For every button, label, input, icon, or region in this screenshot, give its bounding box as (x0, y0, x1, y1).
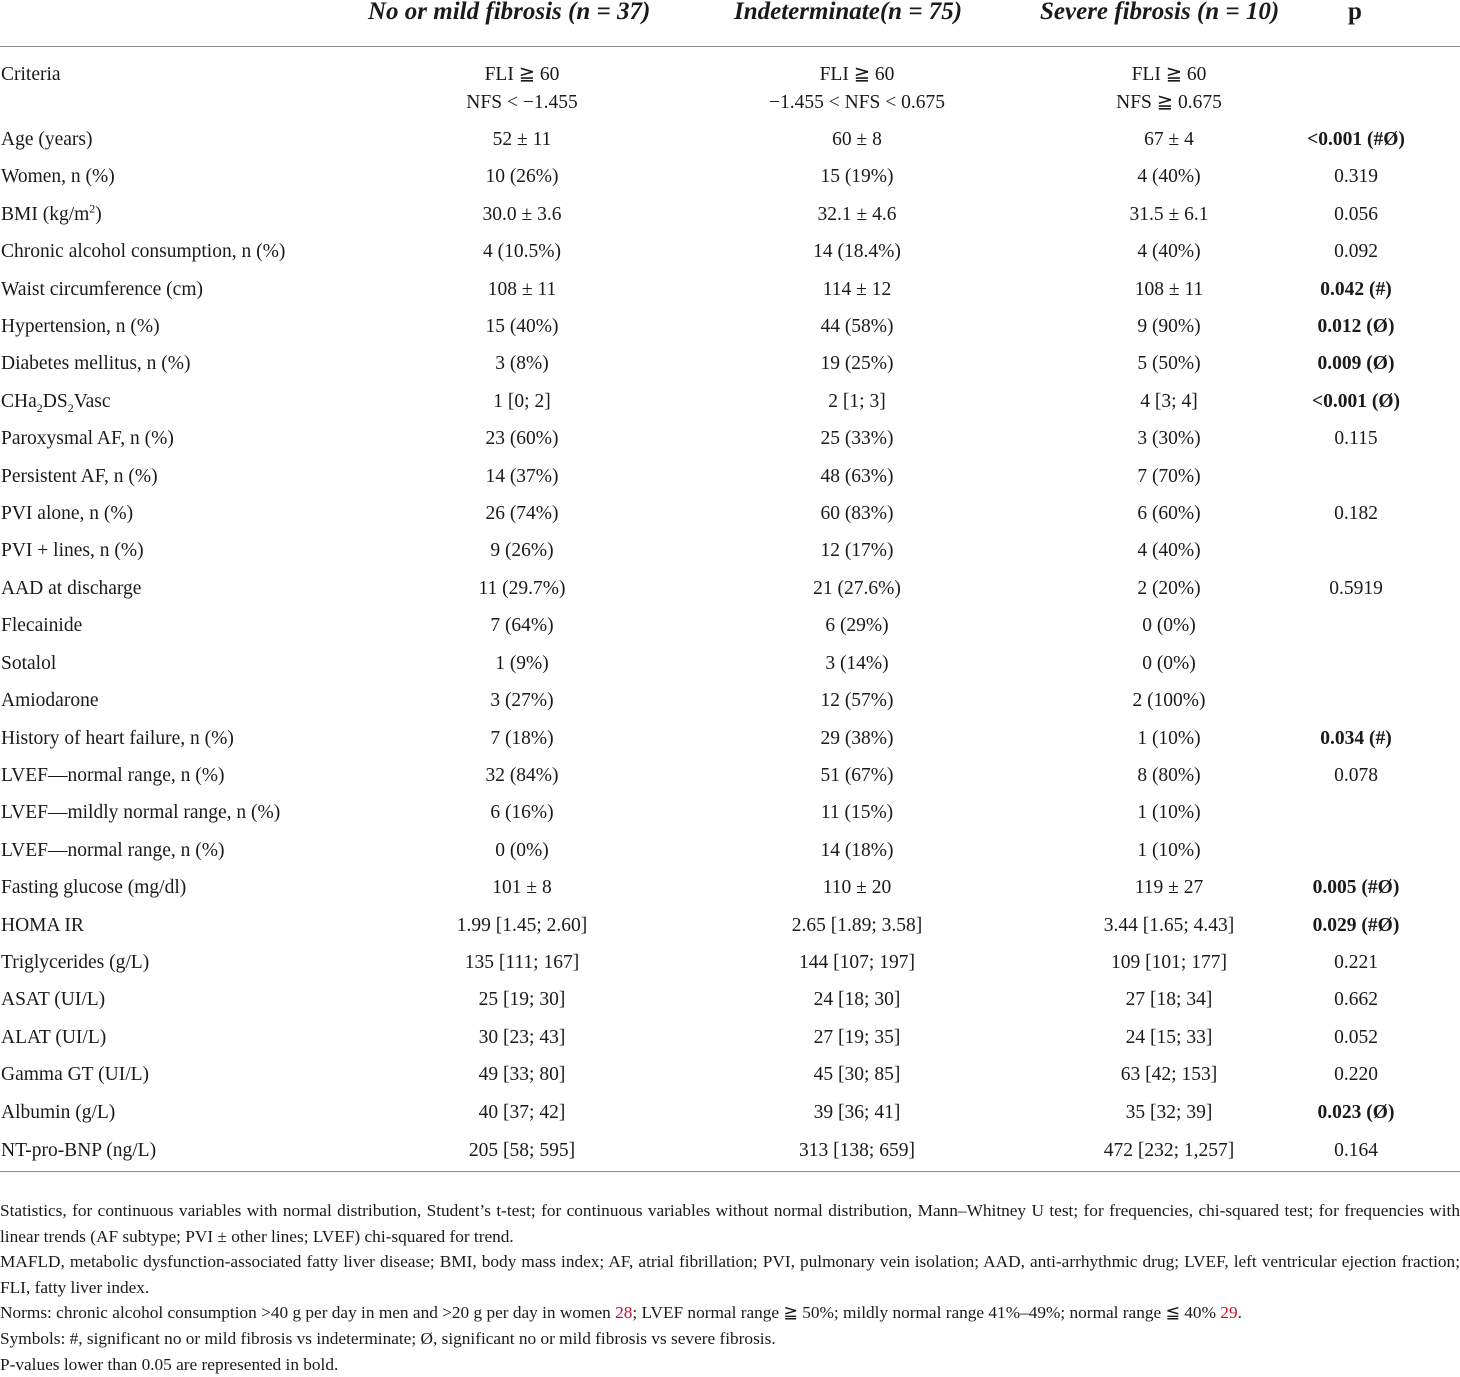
cell-p-value: 0.220 (1334, 1064, 1378, 1086)
row-label: PVI alone, n (%) (1, 503, 134, 525)
cell-severe-fibrosis: 35 [32; 39] (1125, 1101, 1213, 1123)
cell-indeterminate: 6 (29%) (825, 615, 889, 637)
cell-severe-fibrosis: 1 (10%) (1137, 727, 1201, 749)
cell-p-value: 0.029 (#Ø) (1312, 914, 1400, 936)
cell-no-mild-fibrosis: 3 (27%) (490, 690, 554, 712)
table-row (0, 495, 1460, 532)
cell-no-mild-fibrosis: 49 [33; 80] (478, 1064, 566, 1086)
row-label: Flecainide (1, 615, 83, 637)
cell-indeterminate: 19 (25%) (820, 353, 894, 375)
cell-no-mild-fibrosis: 135 [111; 167] (464, 951, 580, 973)
cell-indeterminate: 25 (33%) (820, 428, 894, 450)
cell-severe-fibrosis: 119 ± 27 (1134, 877, 1204, 899)
cell-severe-fibrosis: 1 (10%) (1137, 802, 1201, 824)
cell-no-mild-fibrosis: 7 (64%) (490, 615, 554, 637)
cell-severe-fibrosis: 472 [232; 1,257] (1088, 1131, 1250, 1172)
cell-no-mild-fibrosis: 52 ± 11 (492, 129, 552, 150)
cell-indeterminate: 51 (67%) (820, 764, 894, 786)
table-row (0, 308, 1460, 345)
cell-p-value: 0.056 (1334, 203, 1378, 225)
row-label: Chronic alcohol consumption, n (%) (1, 241, 286, 263)
table-footnotes (0, 1198, 1460, 1377)
cell-no-mild-fibrosis: 30 [23; 43] (478, 1026, 566, 1048)
cell-no-mild-fibrosis: 9 (26%) (490, 540, 554, 562)
criteria-indeterminate: FLI ≧ 60 −1.455 < NFS < 0.675 (768, 64, 945, 113)
reference-link-28[interactable]: 28 (615, 1303, 633, 1323)
cell-no-mild-fibrosis: 11 (29.7%) (478, 577, 566, 599)
table-row (0, 720, 1460, 757)
cell-severe-fibrosis: 5 (50%) (1137, 353, 1201, 375)
cell-indeterminate: 11 (15%) (820, 802, 894, 824)
cell-no-mild-fibrosis: 26 (74%) (485, 503, 559, 525)
row-label: AAD at discharge (1, 577, 142, 599)
cell-indeterminate: 27 [19; 35] (813, 1026, 901, 1048)
cell-no-mild-fibrosis: 101 ± 8 (492, 877, 552, 899)
cell-severe-fibrosis: 108 ± 11 (1134, 278, 1204, 300)
cell-no-mild-fibrosis: 7 (18%) (490, 727, 554, 749)
table-row (0, 532, 1460, 569)
cell-p-value: 0.078 (1334, 764, 1378, 786)
cell-p-value: 0.5919 (1329, 577, 1383, 599)
cell-p-value (1250, 794, 1460, 831)
cell-severe-fibrosis: 7 (70%) (1137, 465, 1201, 487)
cell-indeterminate: 12 (57%) (820, 690, 894, 712)
cell-p-value: <0.001 (#Ø) (1307, 129, 1405, 150)
cell-indeterminate: 110 ± 20 (822, 877, 892, 899)
table-row (0, 233, 1460, 270)
cell-indeterminate: 60 (83%) (820, 503, 894, 525)
table-row (0, 832, 1460, 869)
table-row (0, 869, 1460, 906)
cell-no-mild-fibrosis: 108 ± 11 (487, 278, 557, 300)
table-row (0, 1019, 1460, 1056)
row-label: Triglycerides (g/L) (1, 951, 150, 973)
cell-no-mild-fibrosis: 0 (0%) (495, 839, 549, 861)
row-label: Fasting glucose (mg/dl) (1, 877, 187, 899)
cell-p-value: 0.034 (#) (1320, 727, 1392, 749)
cell-indeterminate: 29 (38%) (820, 727, 894, 749)
cell-p-value: 0.662 (1334, 989, 1378, 1011)
cell-indeterminate: 2 [1; 3] (828, 390, 886, 412)
criteria-severe: FLI ≧ 60 NFS ≧ 0.675 (1116, 64, 1222, 113)
row-label: BMI $(kg/m^2)$ (1, 201, 102, 225)
cell-no-mild-fibrosis: 15 (40%) (485, 316, 559, 338)
cell-indeterminate: 14 (18.4%) (813, 241, 901, 263)
header-severe-fibrosis: Severe fibrosis (n = 10) (1088, 0, 1250, 47)
row-label: Waist circumference (cm) (1, 278, 203, 300)
cell-severe-fibrosis: 3.44 [1.65; 4.43] (1103, 914, 1235, 936)
bold-note: P-values lower than 0.05 are represented in bold. (0, 1354, 339, 1374)
cell-severe-fibrosis: 4 [3; 4] (1140, 390, 1198, 412)
table-row (0, 607, 1460, 644)
cell-severe-fibrosis: 63 [42; 153] (1120, 1064, 1218, 1086)
cell-no-mild-fibrosis: 14 (37%) (485, 465, 559, 487)
abbreviations-note: MAFLD, metabolic dysfunction-associated fatty liver disease; BMI, body mass index; AF, atrial fibrillation; PVI, pulmonary vein isolation; AAD, anti-arrhythmic drug; LVEF, left ventricular ejection fraction; FLI, fatty liver index. (0, 1252, 1460, 1297)
row-label: LVEF—normal range, n (%) (1, 764, 225, 786)
table-row (0, 158, 1460, 195)
cell-severe-fibrosis: 0 (0%) (1142, 652, 1196, 674)
cell-indeterminate: 2.65 [1.89; 3.58] (791, 914, 923, 936)
table-row (0, 682, 1460, 719)
row-label: Hypertension, n (%) (1, 316, 160, 338)
cell-p-value (1250, 832, 1460, 869)
statistics-note: Statistics, for continuous variables with normal distribution, Student’s t-test; for continuous variables without normal distribution, Mann–Whitney U test; for frequencies, chi-squared test; for frequencies with linear trends (AF subtype; PVI ± other lines; LVEF) chi-squared for trend. (0, 1201, 1460, 1246)
cell-indeterminate: 39 [36; 41] (813, 1101, 901, 1123)
cell-indeterminate: 15 (19%) (820, 166, 894, 188)
cell-p-value: <0.001 (Ø) (1311, 390, 1401, 412)
row-label: Gamma GT (UI/L) (1, 1064, 150, 1086)
table-row (0, 345, 1460, 382)
cell-p-value (1250, 532, 1460, 569)
cell-severe-fibrosis: 1 (10%) (1137, 839, 1201, 861)
row-label: Diabetes mellitus, n (%) (1, 353, 191, 375)
criteria-p (1250, 47, 1460, 122)
row-label: LVEF—normal range, n (%) (1, 839, 225, 861)
cell-no-mild-fibrosis: 205 [58; 595] (418, 1131, 626, 1172)
cell-severe-fibrosis: 4 (40%) (1137, 166, 1201, 188)
table-row (0, 907, 1460, 944)
table-row (0, 420, 1460, 457)
cell-indeterminate: 32.1 ± 4.6 (817, 203, 897, 225)
cell-p-value: 0.182 (1334, 503, 1378, 525)
cell-no-mild-fibrosis: 25 [19; 30] (478, 989, 566, 1011)
table-row (0, 944, 1460, 981)
table-row (0, 383, 1460, 420)
header-label-column (0, 0, 418, 47)
cell-indeterminate: 144 [107; 197] (799, 951, 915, 973)
criteria-no-mild: FLI ≧ 60 NFS < −1.455 (466, 64, 578, 113)
cell-indeterminate: 14 (18%) (820, 839, 894, 861)
row-label: Paroxysmal AF, n (%) (1, 428, 174, 450)
cell-severe-fibrosis: 9 (90%) (1137, 316, 1201, 338)
cell-severe-fibrosis: 31.5 ± 6.1 (1129, 203, 1209, 225)
criteria-row (0, 47, 1460, 122)
row-label: Age (years) (1, 129, 93, 150)
cell-p-value (1250, 645, 1460, 682)
row-label: ASAT (UI/L) (1, 989, 106, 1011)
cell-severe-fibrosis: 109 [101; 177] (1111, 951, 1227, 973)
cell-no-mild-fibrosis: 1 (9%) (495, 652, 549, 674)
cell-no-mild-fibrosis: 4 (10.5%) (483, 241, 561, 263)
row-label: Albumin (g/L) (1, 1101, 116, 1123)
cell-p-value: 0.023 (Ø) (1317, 1101, 1395, 1123)
cell-severe-fibrosis: 67 ± 4 (1144, 129, 1194, 150)
cell-p-value: 0.092 (1334, 241, 1378, 263)
row-label: NT-pro-BNP (ng/L) (0, 1131, 418, 1172)
cell-severe-fibrosis: 4 (40%) (1137, 540, 1201, 562)
cell-p-value: 0.009 (Ø) (1317, 353, 1395, 375)
cell-p-value: 0.052 (1334, 1026, 1378, 1048)
cell-no-mild-fibrosis: 10 (26%) (485, 166, 559, 188)
header-p-value: p (1250, 0, 1460, 47)
table-row (0, 570, 1460, 607)
cell-no-mild-fibrosis: 23 (60%) (485, 428, 559, 450)
header-indeterminate: Indeterminate(n = 75) (626, 0, 1088, 47)
cell-indeterminate: 3 (14%) (825, 652, 889, 674)
cell-severe-fibrosis: 0 (0%) (1142, 615, 1196, 637)
cell-severe-fibrosis: 3 (30%) (1137, 428, 1201, 450)
row-label: Women, n (%) (1, 166, 115, 188)
row-label: History of heart failure, n (%) (1, 727, 234, 749)
cell-no-mild-fibrosis: 40 [37; 42] (478, 1101, 566, 1123)
cell-indeterminate: 114 ± 12 (822, 278, 892, 300)
cell-no-mild-fibrosis: 32 (84%) (485, 764, 559, 786)
table-row (0, 271, 1460, 308)
row-label: Sotalol (1, 652, 57, 674)
table-row (0, 1094, 1460, 1131)
cell-p-value (1250, 607, 1460, 644)
cell-no-mild-fibrosis: 30.0 ± 3.6 (482, 203, 562, 225)
cell-indeterminate: 12 (17%) (820, 540, 894, 562)
row-label: ALAT (UI/L) (1, 1026, 107, 1048)
table-row (0, 196, 1460, 233)
table-row (0, 458, 1460, 495)
cell-severe-fibrosis: 2 (100%) (1132, 690, 1206, 712)
cell-indeterminate: 48 (63%) (820, 465, 894, 487)
cell-p-value: 0.221 (1334, 951, 1378, 973)
cell-indeterminate: 45 [30; 85] (813, 1064, 901, 1086)
symbols-note: Symbols: #, significant no or mild fibrosis vs indeterminate; Ø, significant no or mild fibrosis vs severe fibrosis. (0, 1328, 776, 1348)
table-row (0, 121, 1460, 158)
cell-indeterminate: 21 (27.6%) (813, 577, 901, 599)
cell-p-value: 0.042 (#) (1320, 278, 1392, 300)
cell-severe-fibrosis: 27 [18; 34] (1125, 989, 1213, 1011)
cell-indeterminate: 44 (58%) (820, 316, 894, 338)
cell-severe-fibrosis: 8 (80%) (1137, 764, 1201, 786)
cell-p-value (1250, 682, 1460, 719)
table-row (0, 757, 1460, 794)
cell-indeterminate: 24 [18; 30] (813, 989, 901, 1011)
cell-severe-fibrosis: 24 [15; 33] (1125, 1026, 1213, 1048)
row-label: HOMA IR (1, 914, 84, 936)
norms-note: Norms: chronic alcohol consumption >40 g per day in men and >20 g per day in women 28; LVEF normal range ≧ 50%; mildly normal range 41%–49%; normal range ≦ 40% 29. (0, 1303, 1242, 1323)
row-label: PVI + lines, n (%) (1, 540, 144, 562)
cell-severe-fibrosis: 4 (40%) (1137, 241, 1201, 263)
table-row (0, 1056, 1460, 1093)
cell-no-mild-fibrosis: 6 (16%) (490, 802, 554, 824)
table-row (0, 794, 1460, 831)
cell-p-value: 0.012 (Ø) (1317, 316, 1395, 338)
row-label: Persistent AF, n (%) (1, 465, 158, 487)
cell-no-mild-fibrosis: 1.99 [1.45; 2.60] (456, 914, 588, 936)
table-row (0, 645, 1460, 682)
cell-indeterminate: 313 [138; 659] (626, 1131, 1088, 1172)
cell-indeterminate: 60 ± 8 (832, 129, 882, 150)
table-row (0, 1131, 1460, 1172)
cell-p-value: 0.164 (1250, 1131, 1460, 1172)
cell-p-value: 0.005 (#Ø) (1312, 877, 1400, 899)
reference-link-29[interactable]: 29 (1220, 1303, 1238, 1323)
cell-no-mild-fibrosis: 3 (8%) (495, 353, 549, 375)
criteria-label: Criteria (1, 64, 61, 85)
row-label: LVEF—mildly normal range, n (%) (1, 802, 281, 824)
cell-p-value (1250, 458, 1460, 495)
header-no-mild-fibrosis: No or mild fibrosis (n = 37) (418, 0, 626, 47)
row-label: Amiodarone (1, 690, 99, 712)
cell-p-value: 0.115 (1334, 428, 1378, 450)
cell-p-value: 0.319 (1334, 166, 1378, 188)
row-label: $CHa_2DS_2Vasc$ (1, 390, 111, 415)
cell-severe-fibrosis: 6 (60%) (1137, 503, 1201, 525)
table-row (0, 981, 1460, 1018)
cell-severe-fibrosis: 2 (20%) (1137, 577, 1201, 599)
cell-no-mild-fibrosis: 1 [0; 2] (493, 390, 551, 412)
table-header-row (0, 0, 1460, 47)
